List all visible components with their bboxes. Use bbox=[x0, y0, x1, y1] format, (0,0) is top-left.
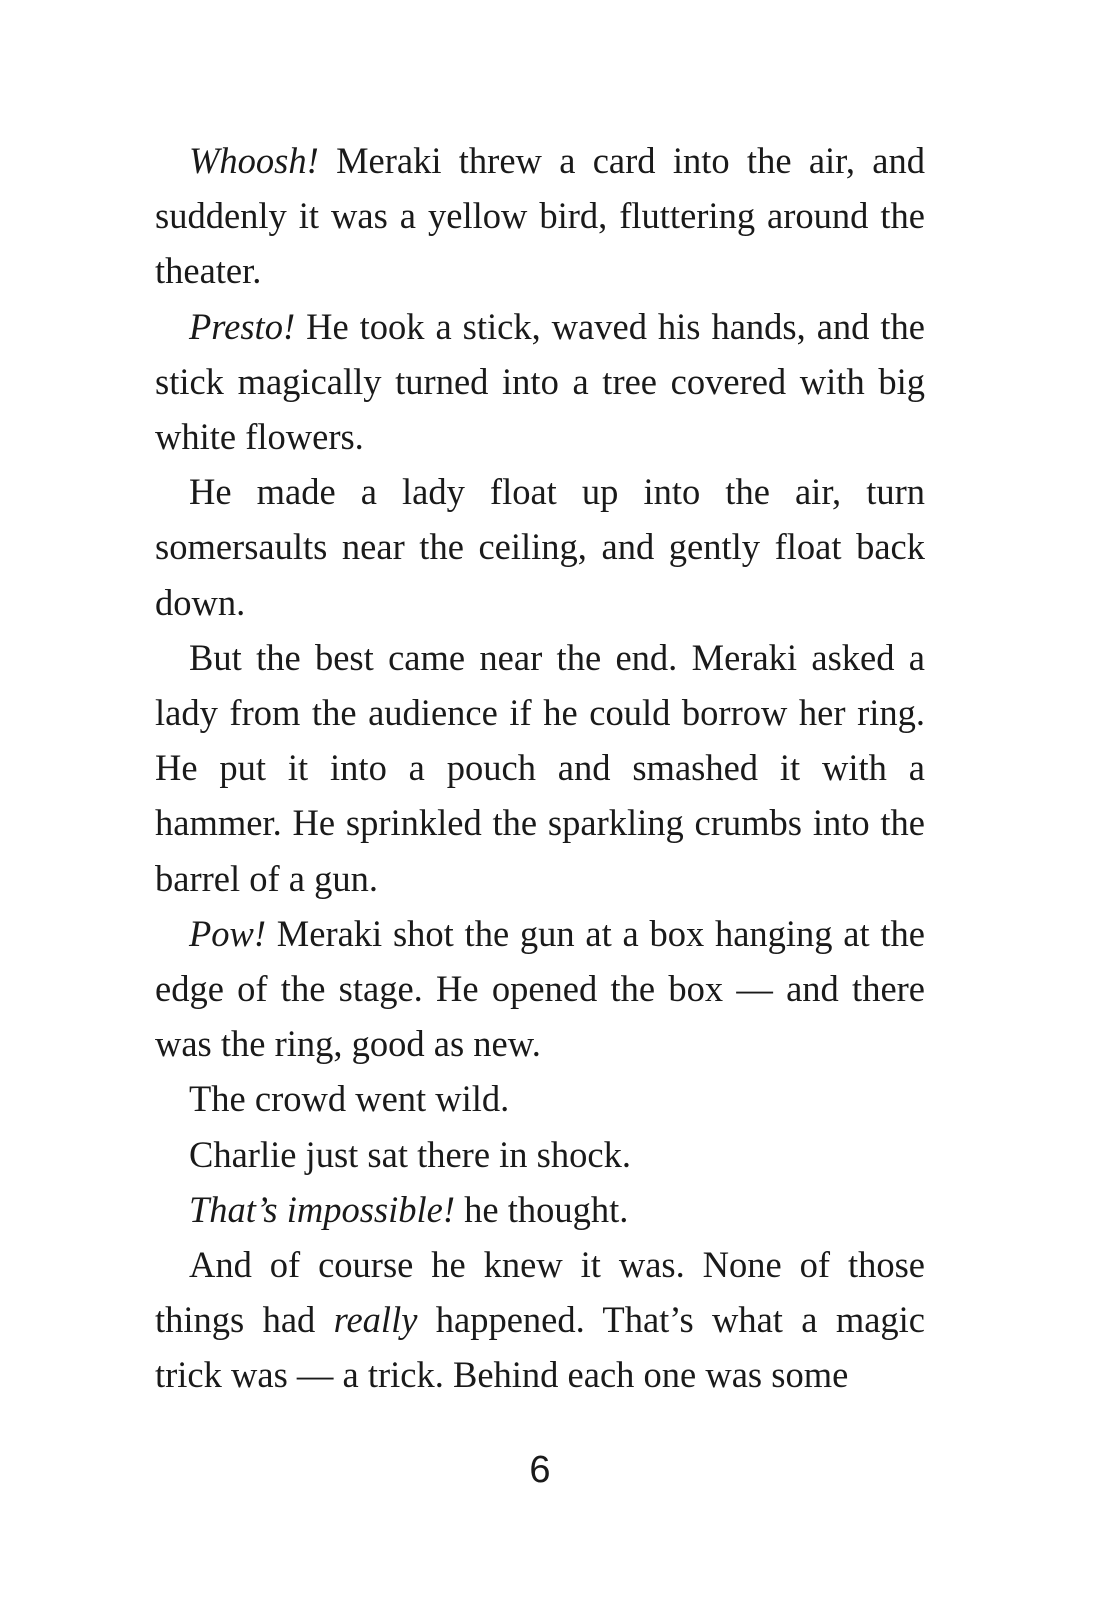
paragraph bbox=[155, 1182, 925, 1237]
text-run: But the best came near the end. Meraki asked a lady from the audience if he could borrow her ring. He put it into a pouch and smashed it with a hammer. He sprinkled the sparkling crumbs into the barrel of a gun. bbox=[155, 636, 925, 899]
paragraph bbox=[155, 1237, 925, 1403]
page-number: 6 bbox=[529, 1449, 551, 1491]
text-run: he thought. bbox=[455, 1188, 629, 1230]
text-run-italic: That’s impossible! bbox=[189, 1188, 456, 1230]
paragraph bbox=[155, 906, 925, 1072]
text-run-italic: Whoosh! bbox=[189, 140, 319, 181]
paragraph bbox=[155, 630, 925, 906]
text-run-italic: Presto! bbox=[189, 305, 296, 347]
text-run-italic: Pow! bbox=[189, 912, 267, 954]
text-run: And of course he knew it was. None of those things had bbox=[155, 1244, 925, 1341]
paragraph bbox=[155, 1071, 925, 1126]
text-run: Meraki shot the gun at a box hanging at the edge of the stage. He opened the box — and there was the ring, good as new. bbox=[155, 912, 925, 1065]
text-run: Meraki threw a card into the air, and suddenly it was a yellow bird, fluttering around the theater. bbox=[155, 140, 925, 292]
text-run: He made a lady float up into the air, turn somersaults near the ceiling, and gently float back down. bbox=[155, 471, 925, 623]
paragraph bbox=[155, 1127, 925, 1182]
paragraph bbox=[155, 133, 925, 299]
text-run-italic: really bbox=[333, 1299, 418, 1341]
text-run: Charlie just sat there in shock. bbox=[189, 1133, 631, 1175]
paragraph bbox=[155, 464, 925, 630]
text-run: happened. That’s what a magic trick was — a trick. Behind each one was some bbox=[155, 1299, 926, 1396]
paragraph bbox=[155, 299, 925, 465]
page-body-text bbox=[155, 133, 925, 1403]
text-run: The crowd went wild. bbox=[189, 1078, 510, 1120]
text-run: He took a stick, waved his hands, and the stick magically turned into a tree covered with big white flowers. bbox=[155, 305, 925, 458]
